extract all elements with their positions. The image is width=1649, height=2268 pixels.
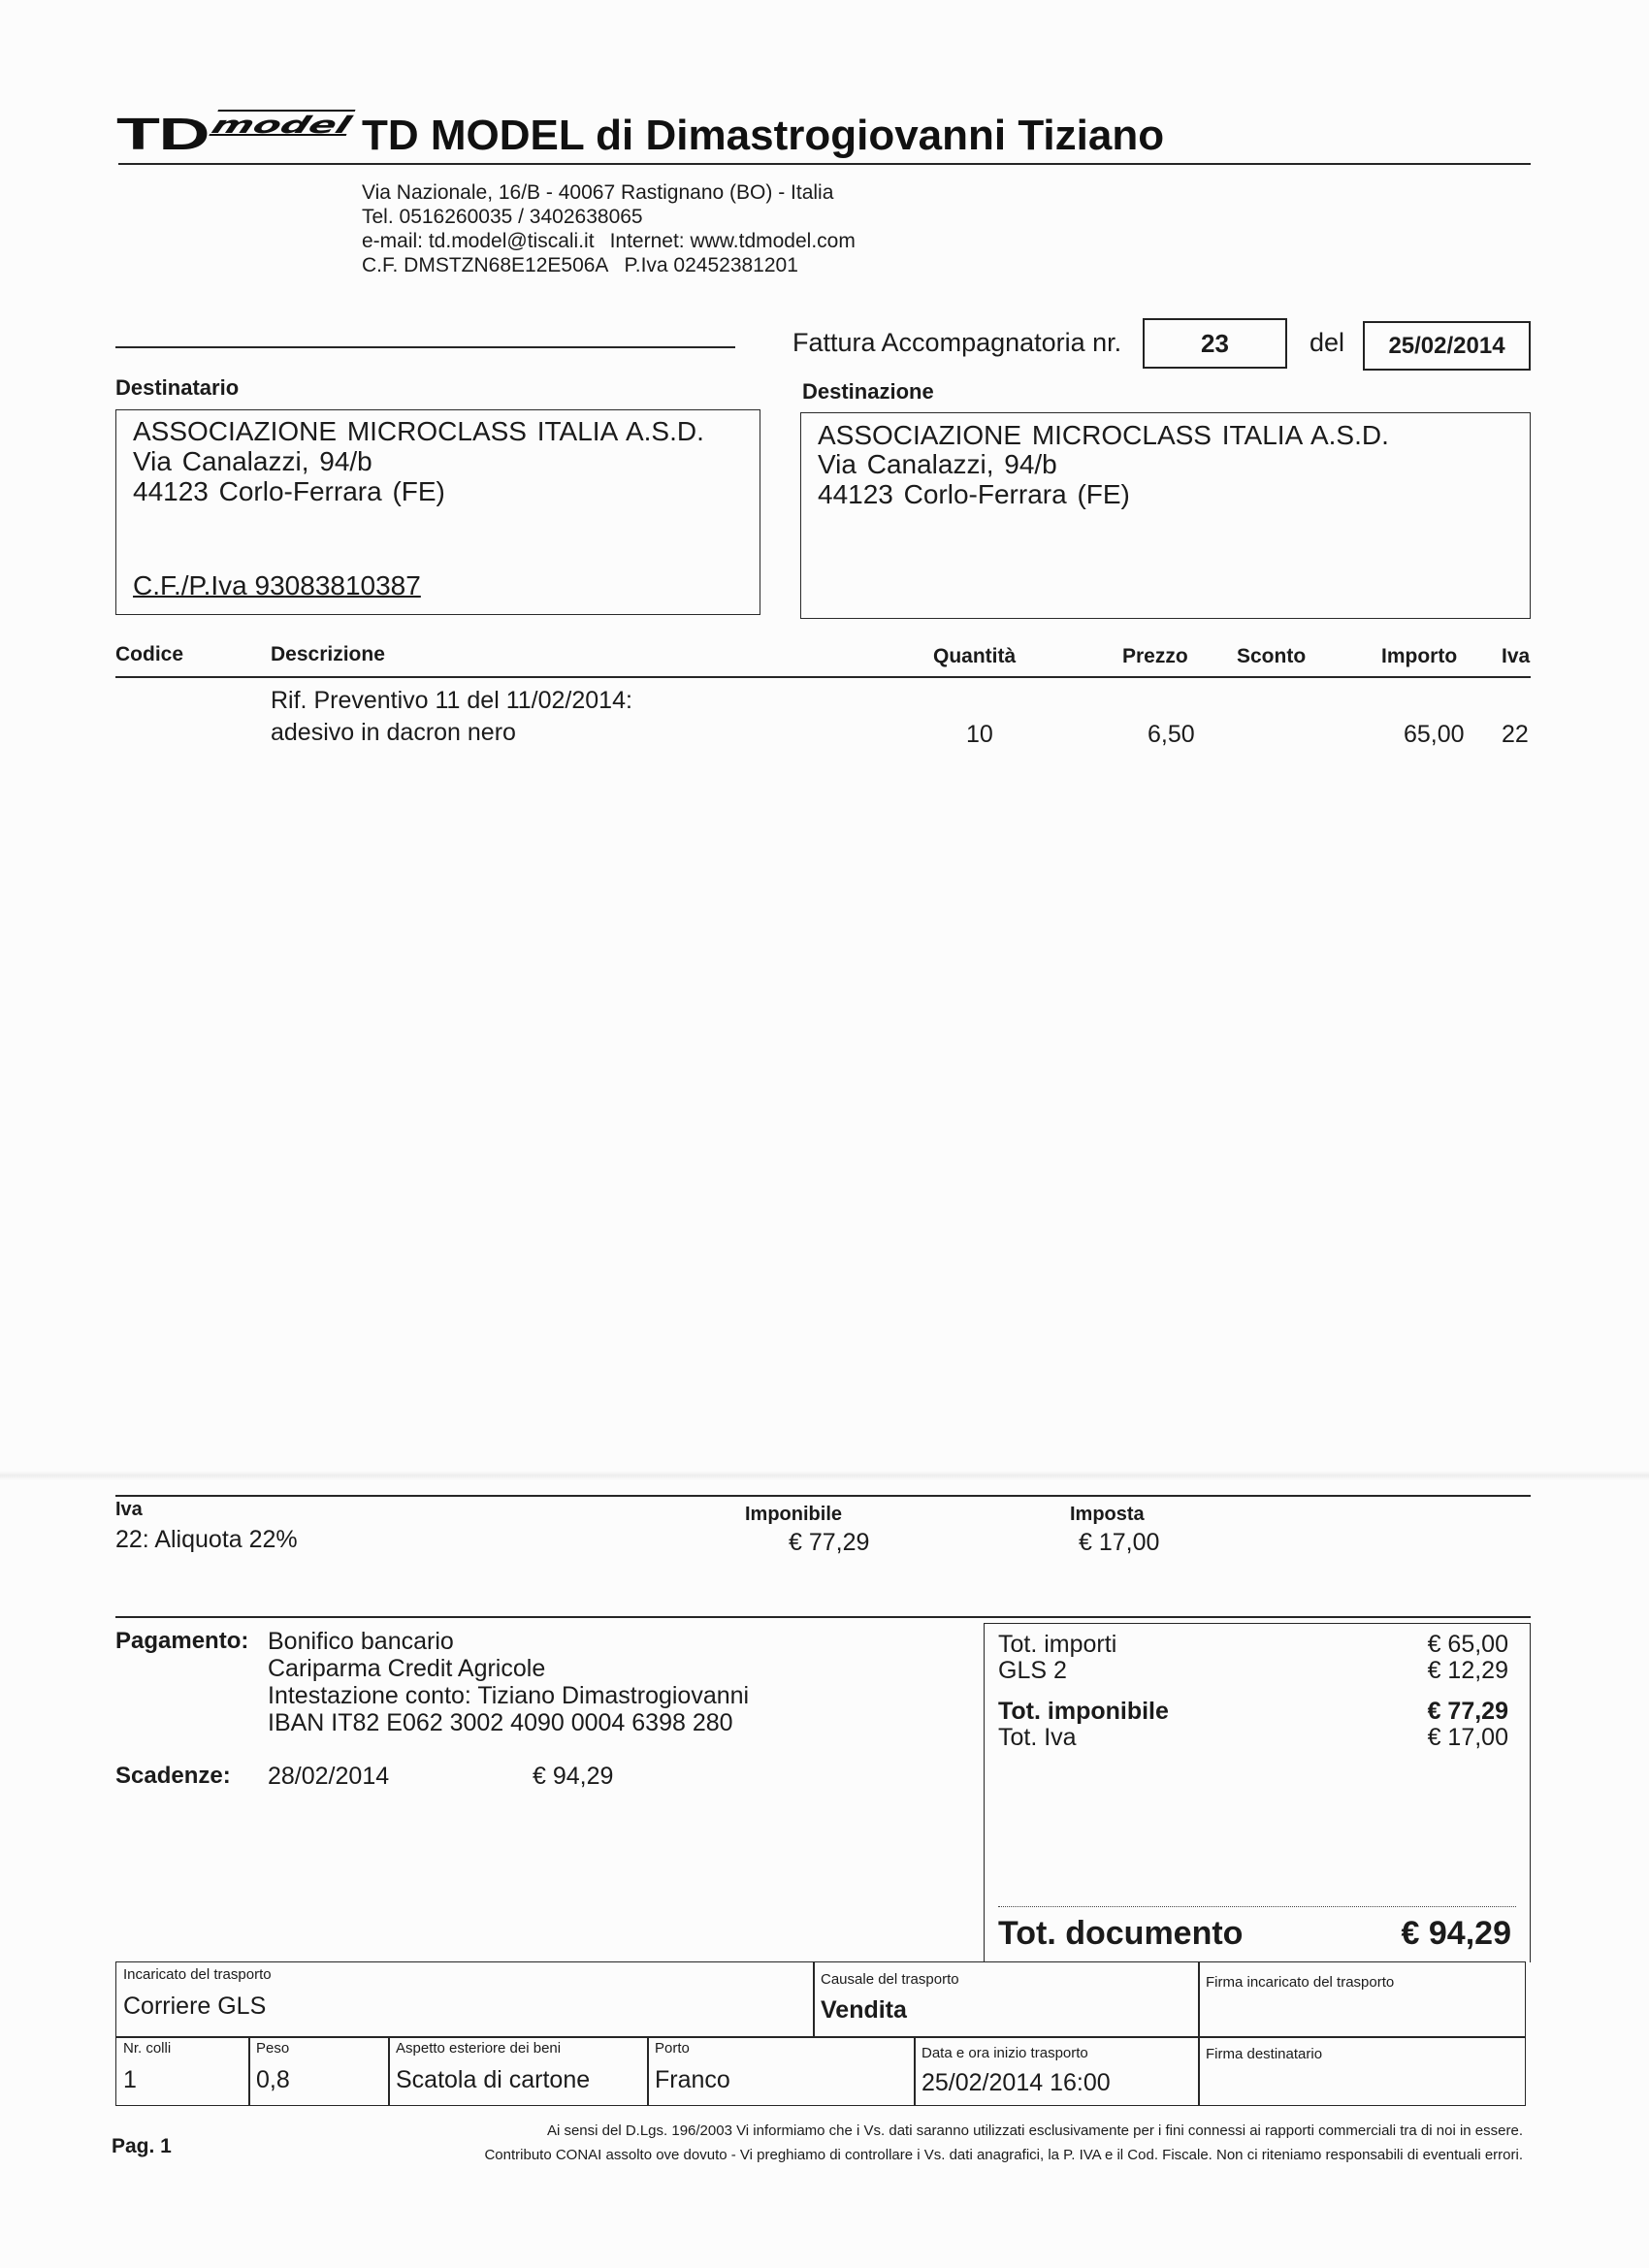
totals-box (984, 1623, 1531, 1962)
col-header-quantity: Quantità (933, 645, 1017, 667)
transport-start-cell (914, 2036, 1200, 2106)
carrier-signature-label: Firma incaricato del trasporto (1206, 1974, 1395, 1991)
grand-total-label: Tot. documento (998, 1915, 1244, 1952)
packages-label: Nr. colli (123, 2040, 172, 2057)
transport-start-value: 25/02/2014 16:00 (922, 2069, 1111, 2096)
packages-cell (115, 2036, 250, 2106)
recipient-signature-cell (1198, 2036, 1526, 2106)
total-row-amounts (998, 1632, 1508, 1658)
transport-reason-label: Causale del trasporto (821, 1971, 959, 1988)
recipient-name: ASSOCIAZIONE MICROCLASS ITALIA A.S.D. (133, 416, 704, 446)
vat-header-taxable: Imponibile (745, 1504, 842, 1525)
item-vat: 22 (1502, 721, 1529, 748)
totals-dotted-divider (998, 1906, 1516, 1907)
recipient-top-rule (115, 346, 735, 348)
transport-carrier-value: Corriere GLS (123, 1993, 267, 2020)
company-contact-block (362, 180, 856, 277)
recipient-box (115, 409, 760, 615)
weight-cell (248, 2036, 390, 2106)
shipping-terms-value: Franco (655, 2066, 730, 2093)
destination-name: ASSOCIAZIONE MICROCLASS ITALIA A.S.D. (818, 420, 1389, 450)
appearance-label: Aspetto esteriore dei beni (396, 2040, 562, 2057)
appearance-cell (388, 2036, 649, 2106)
total-row-shipping (998, 1658, 1508, 1684)
company-tax-line (362, 253, 856, 277)
col-header-amount: Importo (1381, 645, 1458, 667)
company-logo (116, 107, 355, 161)
conai-note: Contributo CONAI assolto ove dovuto - Vi preghiamo di controllare i Vs. dati anagrafici, la P. IVA e il Cod. Fiscale. Non ci riteniamo responsabili di eventuali errori. (484, 2147, 1523, 2163)
due-amount: € 94,29 (533, 1763, 614, 1790)
col-header-price: Prezzo (1122, 645, 1188, 667)
weight-value: 0,8 (256, 2066, 290, 2093)
vat-header-tax: Imposta (1070, 1504, 1145, 1525)
destination-city: 44123 Corlo-Ferrara (FE) (818, 479, 1130, 509)
payment-label: Pagamento: (115, 1628, 249, 1654)
packages-value: 1 (123, 2066, 137, 2093)
invoice-type-label: Fattura Accompagnatoria nr. (792, 328, 1122, 357)
transport-reason-cell (813, 1961, 1200, 2038)
destination-label: Destinazione (802, 379, 934, 404)
transport-start-label: Data e ora inizio trasporto (922, 2045, 1088, 2061)
transport-reason-value: Vendita (821, 1996, 907, 2024)
company-phone: Tel. 0516260035 / 3402638065 (362, 206, 643, 228)
transport-carrier-label: Incaricato del trasporto (123, 1966, 272, 1983)
total-taxable-value: € 77,29 (1427, 1698, 1508, 1725)
transport-carrier-cell (115, 1961, 815, 2038)
header-rule (118, 163, 1531, 165)
recipient-city: 44123 Corlo-Ferrara (FE) (133, 476, 445, 506)
payment-method: Bonifico bancario (268, 1628, 454, 1655)
vat-tax: € 17,00 (1079, 1529, 1160, 1556)
col-header-vat: Iva (1502, 645, 1531, 667)
payment-iban: IBAN IT82 E062 3002 4090 0004 6398 280 (268, 1709, 733, 1736)
total-shipping-label: GLS 2 (998, 1657, 1067, 1684)
logo-letters: TD (116, 109, 209, 159)
grand-total (998, 1915, 1511, 1952)
vat-summary-rule (115, 1495, 1531, 1497)
shipping-terms-cell (647, 2036, 916, 2106)
carrier-signature-cell (1198, 1961, 1526, 2038)
company-email: e-mail: td.model@tiscali.it (362, 230, 595, 252)
items-header-rule (115, 676, 1531, 678)
company-web-line (362, 229, 856, 253)
company-fiscal-code: C.F. DMSTZN68E12E506A (362, 254, 609, 276)
invoice-date: 25/02/2014 (1363, 321, 1531, 371)
vat-rate: 22: Aliquota 22% (115, 1526, 298, 1553)
payment-bank: Cariparma Credit Agricole (268, 1655, 546, 1682)
item-quantity: 10 (966, 721, 993, 748)
col-header-code: Codice (115, 643, 184, 665)
total-shipping-value: € 12,29 (1427, 1657, 1508, 1684)
invoice-date-label: del (1310, 328, 1345, 357)
destination-box (800, 412, 1531, 619)
vat-header-rate: Iva (115, 1499, 143, 1520)
total-row-taxable (998, 1699, 1508, 1725)
recipient-label: Destinatario (115, 375, 240, 400)
total-vat-label: Tot. Iva (998, 1724, 1077, 1751)
due-date: 28/02/2014 (268, 1763, 390, 1790)
appearance-value: Scatola di cartone (396, 2066, 591, 2093)
total-taxable-label: Tot. imponibile (998, 1698, 1169, 1725)
recipient-signature-label: Firma destinatario (1206, 2046, 1323, 2062)
destination-street: Via Canalazzi, 94/b (818, 449, 1057, 479)
grand-total-value: € 94,29 (1401, 1915, 1511, 1952)
col-header-description: Descrizione (271, 643, 385, 665)
payment-account-holder: Intestazione conto: Tiziano Dimastrogiovanni (268, 1682, 750, 1709)
item-reference: Rif. Preventivo 11 del 11/02/2014: (271, 687, 632, 714)
total-row-vat (998, 1725, 1508, 1751)
company-website: Internet: www.tdmodel.com (609, 230, 856, 252)
vat-taxable: € 77,29 (789, 1529, 870, 1556)
item-amount: 65,00 (1404, 721, 1465, 748)
recipient-tax-id: C.F./P.Iva 93083810387 (133, 570, 421, 600)
privacy-note: Ai sensi del D.Lgs. 196/2003 Vi informiamo che i Vs. dati saranno utilizzati esclusivamente per i fini connessi ai rapporti commerciali tra di noi in essere. (546, 2122, 1523, 2139)
company-name: TD MODEL di Dimastrogiovanni Tiziano (362, 112, 1165, 159)
fold-crease (0, 1471, 1649, 1480)
recipient-street: Via Canalazzi, 94/b (133, 446, 372, 476)
payment-details (268, 1628, 749, 1736)
item-description: adesivo in dacron nero (271, 719, 516, 746)
company-address: Via Nazionale, 16/B - 40067 Rastignano (BO) - Italia (362, 181, 834, 204)
shipping-terms-label: Porto (655, 2040, 690, 2057)
logo-script: model (208, 112, 355, 139)
page-number: Pag. 1 (112, 2135, 172, 2157)
total-amounts-label: Tot. importi (998, 1631, 1117, 1658)
payment-rule (115, 1616, 1531, 1618)
total-amounts-value: € 65,00 (1427, 1631, 1508, 1658)
total-vat-value: € 17,00 (1427, 1724, 1508, 1751)
invoice-number: 23 (1143, 318, 1287, 369)
due-label: Scadenze: (115, 1763, 231, 1789)
company-vat-number: P.Iva 02452381201 (624, 254, 798, 276)
weight-label: Peso (256, 2040, 290, 2057)
item-price: 6,50 (1148, 721, 1195, 748)
col-header-discount: Sconto (1237, 645, 1307, 667)
